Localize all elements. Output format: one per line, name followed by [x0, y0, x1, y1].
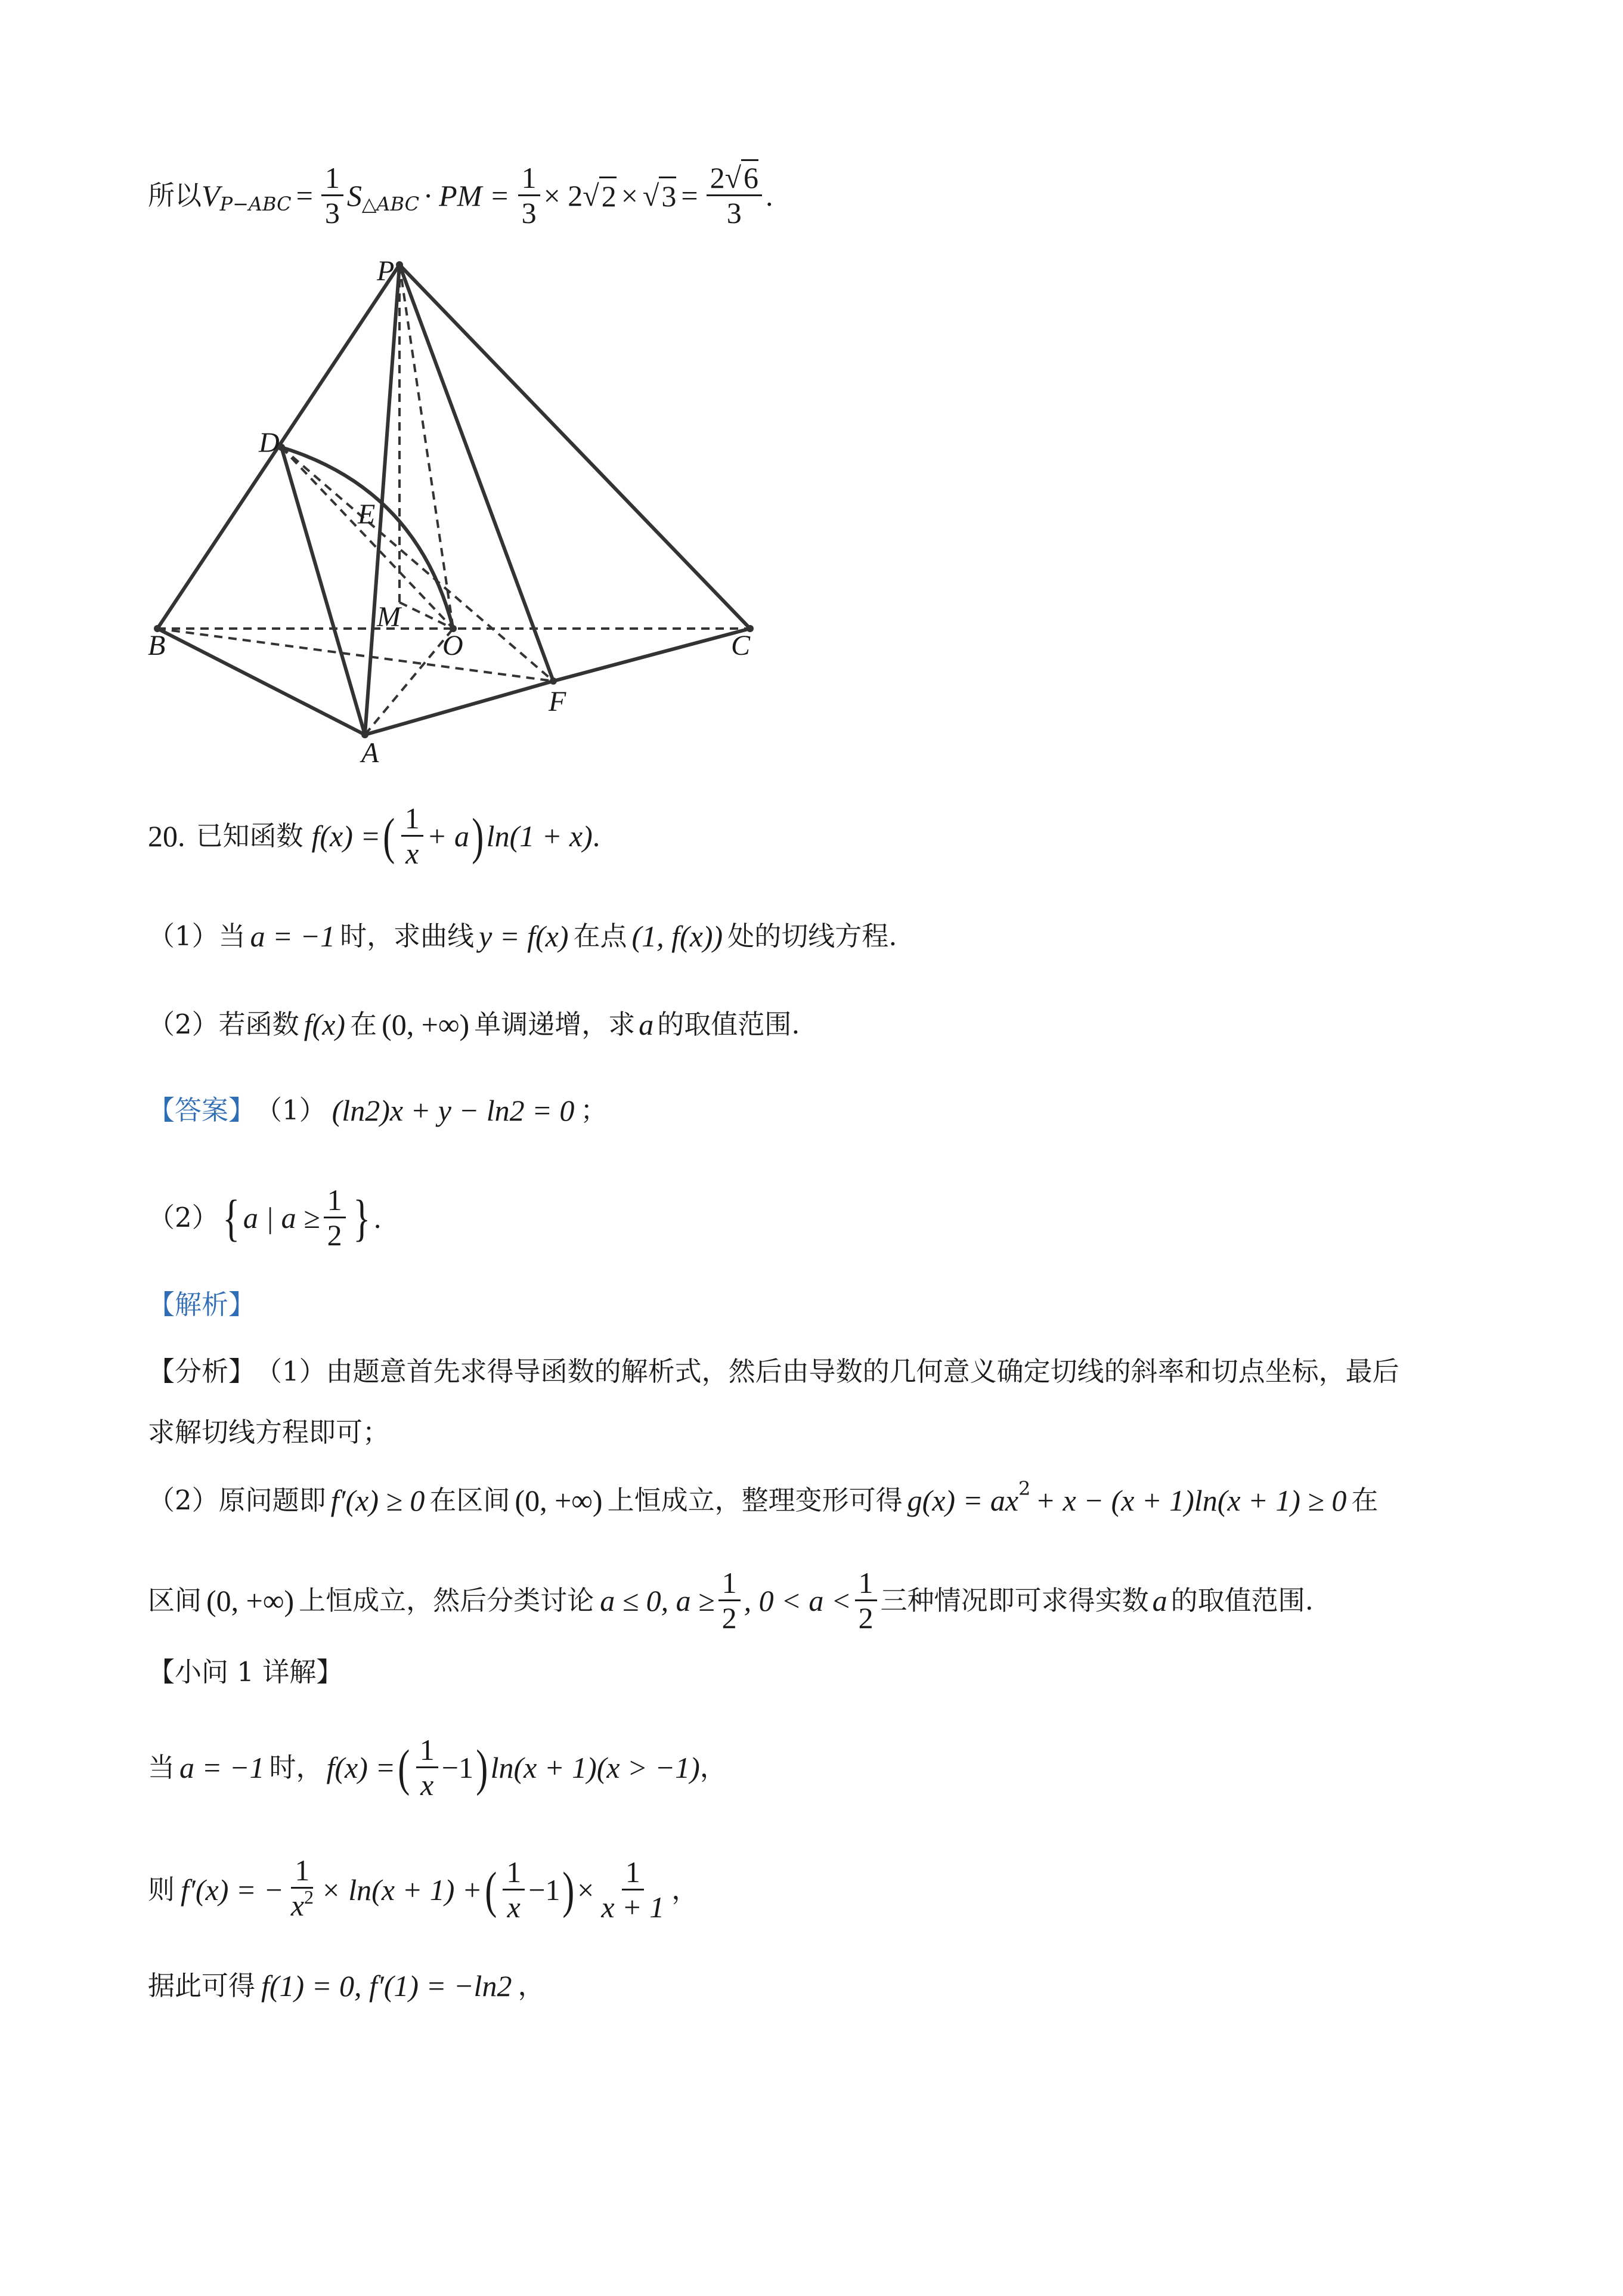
fraction	[287, 1853, 317, 1926]
numerator: 1	[416, 1733, 438, 1768]
text: 据此可得	[148, 1970, 256, 2001]
denominator: 3	[324, 196, 340, 230]
paren-right: )	[472, 807, 484, 865]
text: 当	[148, 1751, 175, 1783]
numerator: 1	[855, 1566, 877, 1601]
label-C: C	[731, 630, 751, 661]
radicand: 6	[741, 159, 758, 194]
math: f(x) =	[326, 1750, 396, 1784]
text: 在点	[573, 920, 627, 952]
math: × ln(x + 1) +	[321, 1873, 482, 1907]
text: 求解切线方程即可；	[148, 1416, 390, 1448]
part-tag: （2）	[148, 1008, 219, 1040]
label-F: F	[549, 686, 566, 717]
part-tag: （1）	[148, 920, 219, 952]
detail-label: 【小问 1 详解】	[148, 1656, 343, 1688]
brace-left: {	[222, 1189, 240, 1246]
analysis-label: 【解析】	[148, 1289, 256, 1320]
edge-BF-dashed	[157, 629, 553, 681]
text: 上恒成立，整理变形可得	[607, 1484, 903, 1516]
text: ，	[671, 1873, 699, 1905]
math: (ln2)x + y − ln2 = 0	[332, 1094, 575, 1127]
period: .	[766, 178, 773, 212]
math: a ≤ 0, a ≥	[600, 1583, 715, 1617]
point-F	[550, 677, 557, 685]
denominator: x	[507, 1890, 521, 1924]
text: 在区间	[429, 1484, 510, 1516]
coef: 2	[710, 161, 725, 194]
math: =	[296, 178, 313, 212]
math: · PM =	[424, 178, 510, 212]
math: , 0 < a <	[744, 1583, 851, 1617]
point-P	[396, 261, 403, 268]
superscript: 2	[1018, 1477, 1031, 1500]
numerator: 1	[622, 1855, 644, 1890]
subscript: △ABC	[361, 192, 420, 215]
step-3	[148, 1968, 544, 2004]
text: 单调递增，求	[474, 1008, 636, 1040]
label-B: B	[148, 630, 166, 661]
line-DF-dashed	[281, 447, 553, 681]
label-E: E	[358, 499, 376, 530]
label-P: P	[377, 255, 395, 287]
denominator: x + 1	[601, 1890, 665, 1924]
denominator: 3	[521, 196, 537, 230]
math: ×	[577, 1873, 594, 1907]
base: x	[290, 1889, 305, 1922]
subscript: P−ABC	[219, 192, 292, 215]
text: 若函数	[218, 1008, 299, 1040]
math: a | a ≥	[243, 1200, 320, 1234]
part-tag: （1）	[255, 1094, 326, 1126]
step-2	[148, 1853, 698, 1926]
fenxi-line-3	[148, 1477, 1379, 1518]
radicand: 2	[599, 177, 617, 214]
numerator: 1	[324, 1183, 346, 1218]
step-1	[148, 1733, 727, 1802]
math: =	[681, 178, 698, 212]
text: 在	[350, 1008, 377, 1040]
text: 的取值范围.	[657, 1008, 800, 1040]
math: ln(x + 1)(x > −1)	[490, 1750, 700, 1784]
math: × 2	[543, 178, 583, 212]
text: 当	[218, 920, 246, 952]
fenxi-line-4	[148, 1566, 1314, 1635]
math: f(x) =	[311, 819, 381, 853]
label-D: D	[259, 427, 280, 459]
text: ；	[580, 1094, 608, 1126]
math: f(x)	[303, 1008, 346, 1041]
period: .	[373, 1200, 382, 1234]
math: (0, +∞)	[206, 1583, 295, 1617]
math: a = −1	[179, 1750, 265, 1784]
math: f(1) = 0, f′(1) = −ln2	[261, 1969, 512, 2003]
text: 所以	[148, 179, 202, 211]
label-A: A	[361, 737, 379, 769]
brace-right: }	[352, 1189, 370, 1246]
math: −1	[528, 1873, 560, 1907]
pyramid-figure	[0, 0, 1623, 805]
edge-PC	[399, 265, 750, 629]
edge-AF	[365, 681, 553, 735]
math: g(x) = ax	[907, 1484, 1019, 1517]
fenxi-label: 【分析】	[148, 1356, 256, 1387]
answer-line-1	[148, 1093, 607, 1128]
text: 区间	[148, 1584, 202, 1616]
part-tag: （2）	[148, 1201, 219, 1233]
text: 已知函数	[196, 819, 303, 852]
text: （2）原问题即	[148, 1484, 326, 1516]
denominator: 3	[726, 196, 742, 230]
answer-line-2	[148, 1183, 381, 1252]
question-number: 20.	[148, 819, 185, 853]
edge-PF	[399, 265, 553, 681]
fraction	[503, 1855, 525, 1924]
denominator: x	[405, 837, 419, 870]
text: 上恒成立，然后分类讨论	[299, 1584, 594, 1616]
math: −1	[441, 1750, 473, 1784]
fraction	[324, 1183, 346, 1252]
math-S: S	[346, 178, 362, 212]
numerator: 1	[503, 1855, 525, 1890]
text: 时，	[269, 1751, 323, 1783]
numerator: 1	[321, 161, 343, 196]
text: 则	[148, 1873, 175, 1905]
part-1	[148, 918, 897, 954]
line-AO-dashed	[365, 629, 453, 735]
fraction	[718, 1566, 741, 1635]
part-2	[148, 1007, 800, 1042]
denominator	[287, 1886, 317, 1926]
edge-FC	[553, 629, 750, 681]
math: (0, +∞)	[382, 1008, 470, 1041]
math: (1, f(x))	[631, 920, 723, 953]
text: 三种情况即可求得实数	[880, 1584, 1149, 1616]
period: .	[592, 819, 600, 853]
sqrt-sign: √	[583, 178, 599, 212]
numerator: 1	[401, 802, 423, 837]
math: + a	[426, 819, 470, 853]
question-20	[148, 802, 600, 870]
math: (0, +∞)	[515, 1484, 603, 1517]
fenxi-line-2	[148, 1415, 389, 1450]
radicand: 3	[659, 177, 676, 214]
answer-label: 【答案】	[148, 1094, 256, 1126]
math: a	[1152, 1583, 1167, 1617]
text: （1）由题意首先求得导函数的解析式，然后由导数的几何意义确定切线的斜率和切点坐标，最后	[255, 1356, 1399, 1387]
fraction	[416, 1733, 438, 1802]
line-PO-dashed	[399, 265, 453, 629]
text: ，	[518, 1970, 545, 2001]
paren-right: )	[562, 1861, 575, 1919]
numerator: 2√6	[707, 161, 762, 196]
denominator: 2	[721, 1601, 737, 1635]
numerator: 1	[718, 1566, 741, 1601]
math: a = −1	[250, 920, 336, 953]
paren-left: (	[484, 1861, 497, 1919]
paren-right: )	[476, 1738, 488, 1796]
edge-BA	[157, 629, 365, 735]
text: 时，求曲线	[340, 920, 475, 952]
fraction	[597, 1855, 668, 1924]
label-O: O	[442, 630, 463, 661]
text: ，	[699, 1751, 727, 1783]
math: y = f(x)	[479, 920, 569, 953]
math: f′(x) = −	[181, 1873, 284, 1907]
paren-left: (	[398, 1738, 410, 1796]
fraction	[855, 1566, 877, 1635]
text: 在	[1351, 1484, 1379, 1516]
math-V: V	[202, 178, 220, 212]
text: 处的切线方程.	[727, 920, 897, 952]
denominator: 2	[327, 1218, 342, 1252]
label-M: M	[377, 601, 401, 633]
text: 的取值范围.	[1170, 1584, 1314, 1616]
fraction	[401, 802, 423, 870]
math: a	[639, 1008, 654, 1041]
math: ×	[621, 178, 638, 212]
denominator: x	[420, 1768, 434, 1802]
numerator: 1	[291, 1853, 313, 1889]
math: f′(x) ≥ 0	[330, 1484, 425, 1517]
math: + x − (x + 1)ln(x + 1) ≥ 0	[1035, 1484, 1347, 1517]
math: ln(1 + x)	[486, 819, 593, 853]
superscript: 2	[304, 1886, 314, 1908]
fenxi-line-1	[148, 1354, 1399, 1390]
denominator: 2	[858, 1601, 874, 1635]
paren-left: (	[383, 807, 395, 865]
sqrt-sign: √	[642, 178, 659, 212]
numerator: 1	[518, 161, 540, 196]
